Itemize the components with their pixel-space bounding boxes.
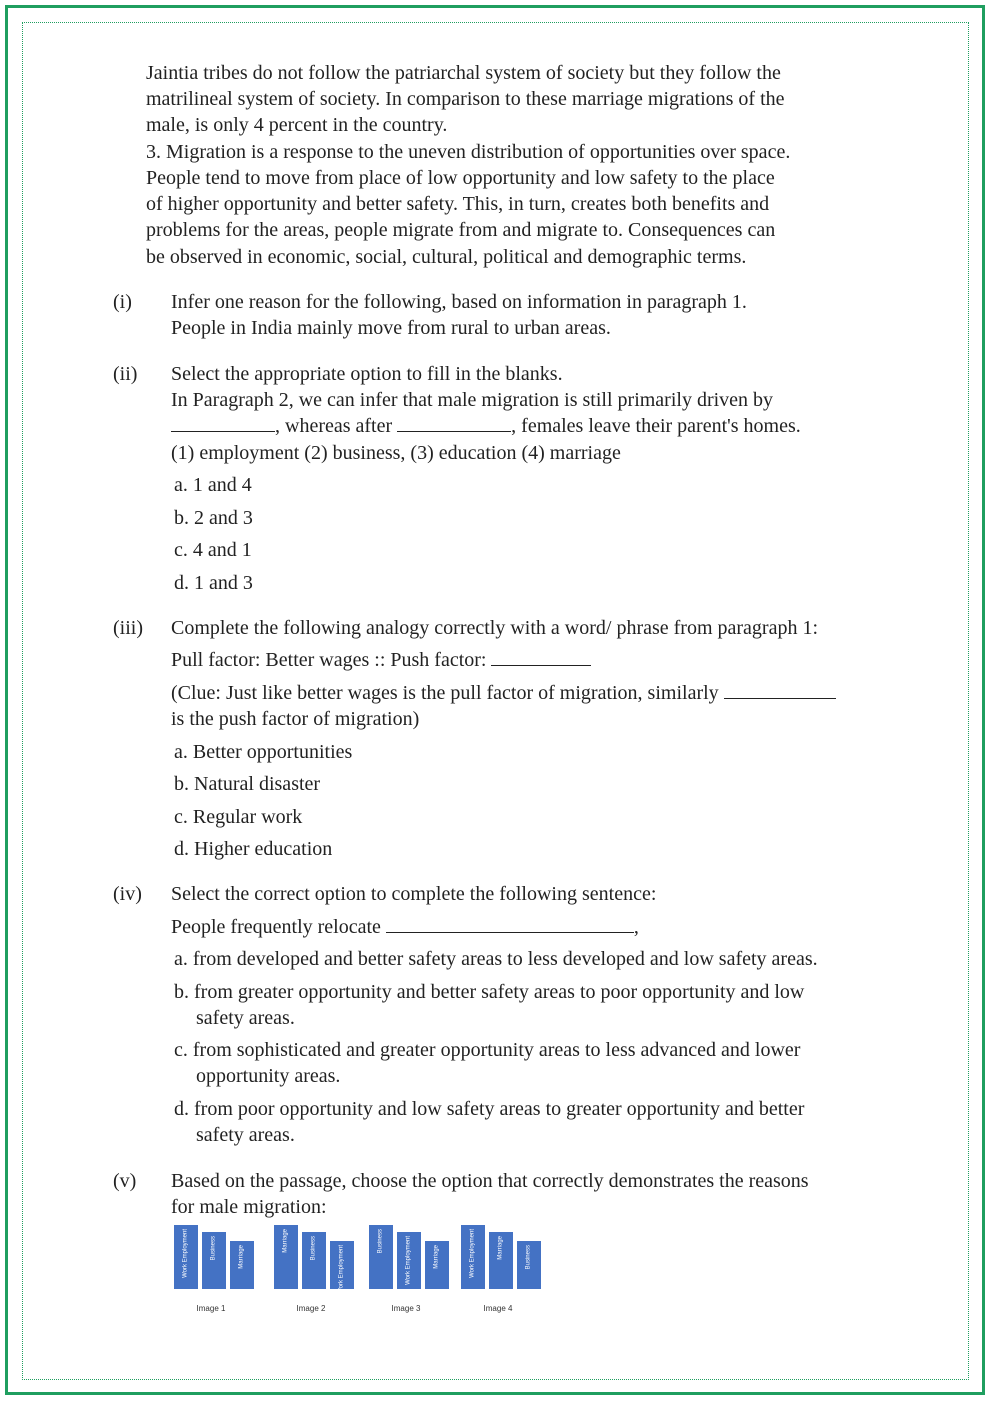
bar-label: Business — [210, 1236, 217, 1261]
bar — [174, 1225, 198, 1289]
passage-line: 3. Migration is a response to the uneven distribution of opportunities over space. — [146, 141, 791, 163]
bar — [517, 1241, 541, 1289]
question-text: People in India mainly move from rural to urban areas. — [171, 317, 611, 339]
blank — [386, 914, 634, 933]
option-continued[interactable]: safety areas. — [196, 1124, 295, 1146]
question-number: (i) — [113, 291, 132, 313]
bar-chart-image-1[interactable] — [174, 1215, 264, 1325]
image-caption: Image 1 — [196, 1304, 226, 1313]
passage-line: be observed in economic, social, cultural, political and demographic terms. — [146, 246, 747, 268]
bar-label: Business — [310, 1236, 317, 1261]
blank — [397, 413, 511, 432]
passage-line: problems for the areas, people migrate from and migrate to. Consequences can — [146, 219, 776, 241]
bars — [461, 1225, 551, 1289]
option[interactable]: c. from sophisticated and greater opportunity areas to less advanced and lower — [174, 1039, 801, 1061]
question-text — [171, 647, 591, 673]
question-text: Select the correct option to complete the following sentence: — [171, 883, 657, 905]
blank — [491, 647, 591, 666]
image-caption: Image 2 — [296, 1304, 326, 1313]
image-caption: Image 3 — [391, 1304, 421, 1313]
bar — [230, 1241, 254, 1289]
question-text: Complete the following analogy correctly with a word/ phrase from paragraph 1: — [171, 617, 819, 639]
bar-chart-image-4[interactable] — [461, 1215, 551, 1325]
question-text — [171, 680, 836, 706]
bar — [425, 1241, 449, 1289]
bar — [274, 1225, 298, 1289]
option[interactable]: b. from greater opportunity and better safety areas to poor opportunity and low — [174, 981, 805, 1003]
bar-label: Work Employment — [405, 1236, 412, 1285]
text: People frequently relocate — [171, 916, 381, 938]
option[interactable]: b. 2 and 3 — [174, 507, 253, 529]
passage-line: Jaintia tribes do not follow the patriarchal system of society but they follow the — [146, 62, 781, 84]
passage-line: of higher opportunity and better safety. This, in turn, creates both benefits and — [146, 193, 770, 215]
question-number: (v) — [113, 1170, 137, 1192]
option[interactable]: d. from poor opportunity and low safety areas to greater opportunity and better — [174, 1098, 805, 1120]
question-text: for male migration: — [171, 1196, 327, 1218]
bars — [369, 1225, 459, 1289]
bars — [274, 1225, 364, 1294]
text: (Clue: Just like better wages is the pull factor of migration, similarly — [171, 682, 719, 704]
option-continued[interactable]: safety areas. — [196, 1007, 295, 1029]
question-text: Infer one reason for the following, based on information in paragraph 1. — [171, 291, 747, 313]
question-text: Based on the passage, choose the option that correctly demonstrates the reasons — [171, 1170, 809, 1192]
bar — [397, 1232, 421, 1289]
option[interactable]: d. Higher education — [174, 838, 333, 860]
bar-label: Marriage — [497, 1236, 504, 1260]
blank — [724, 680, 836, 699]
question-number: (ii) — [113, 363, 138, 385]
text: Pull factor: Better wages :: Push factor: — [171, 649, 487, 671]
question-number: (iv) — [113, 883, 142, 905]
bar — [302, 1232, 326, 1289]
blank — [171, 413, 275, 432]
option-continued[interactable]: opportunity areas. — [196, 1065, 341, 1087]
passage-line: male, is only 4 percent in the country. — [146, 114, 448, 136]
bars — [174, 1225, 264, 1289]
option[interactable]: c. 4 and 1 — [174, 539, 252, 561]
text: , females leave their parent's homes. — [511, 415, 801, 437]
bar — [369, 1225, 393, 1289]
question-text: Select the appropriate option to fill in the blanks. — [171, 363, 563, 385]
question-text — [171, 914, 639, 940]
question-text — [171, 413, 801, 439]
bar — [330, 1241, 354, 1294]
question-number: (iii) — [113, 617, 143, 639]
option[interactable]: b. Natural disaster — [174, 773, 321, 795]
option[interactable]: d. 1 and 3 — [174, 572, 253, 594]
option[interactable]: c. Regular work — [174, 806, 303, 828]
bar-label: Marriage — [282, 1229, 289, 1253]
bar-label: Marriage — [238, 1245, 245, 1269]
option[interactable]: a. from developed and better safety areas to less developed and low safety areas. — [174, 948, 818, 970]
bar-chart-image-3[interactable] — [369, 1215, 459, 1325]
bar-label: Marriage — [433, 1245, 440, 1269]
passage-line: People tend to move from place of low opportunity and low safety to the place — [146, 167, 775, 189]
text: , — [633, 916, 639, 938]
bar-label: Work Employment — [338, 1245, 345, 1294]
question-text: In Paragraph 2, we can infer that male migration is still primarily driven by — [171, 389, 774, 411]
bar — [461, 1225, 485, 1289]
option[interactable]: a. Better opportunities — [174, 741, 353, 763]
bar-chart-image-2[interactable] — [274, 1215, 364, 1325]
text: , whereas after — [275, 415, 393, 437]
question-text: is the push factor of migration) — [171, 708, 420, 730]
image-caption: Image 4 — [483, 1304, 513, 1313]
bar-label: Work Employment — [182, 1229, 189, 1278]
bar-label: Work Employment — [469, 1229, 476, 1278]
option[interactable]: a. 1 and 4 — [174, 474, 252, 496]
bar-label: Business — [377, 1229, 384, 1254]
passage-line: matrilineal system of society. In comparison to these marriage migrations of the — [146, 88, 785, 110]
bar-label: Business — [525, 1245, 532, 1270]
question-text: (1) employment (2) business, (3) education (4) marriage — [171, 442, 621, 464]
bar — [202, 1232, 226, 1289]
bar — [489, 1232, 513, 1289]
